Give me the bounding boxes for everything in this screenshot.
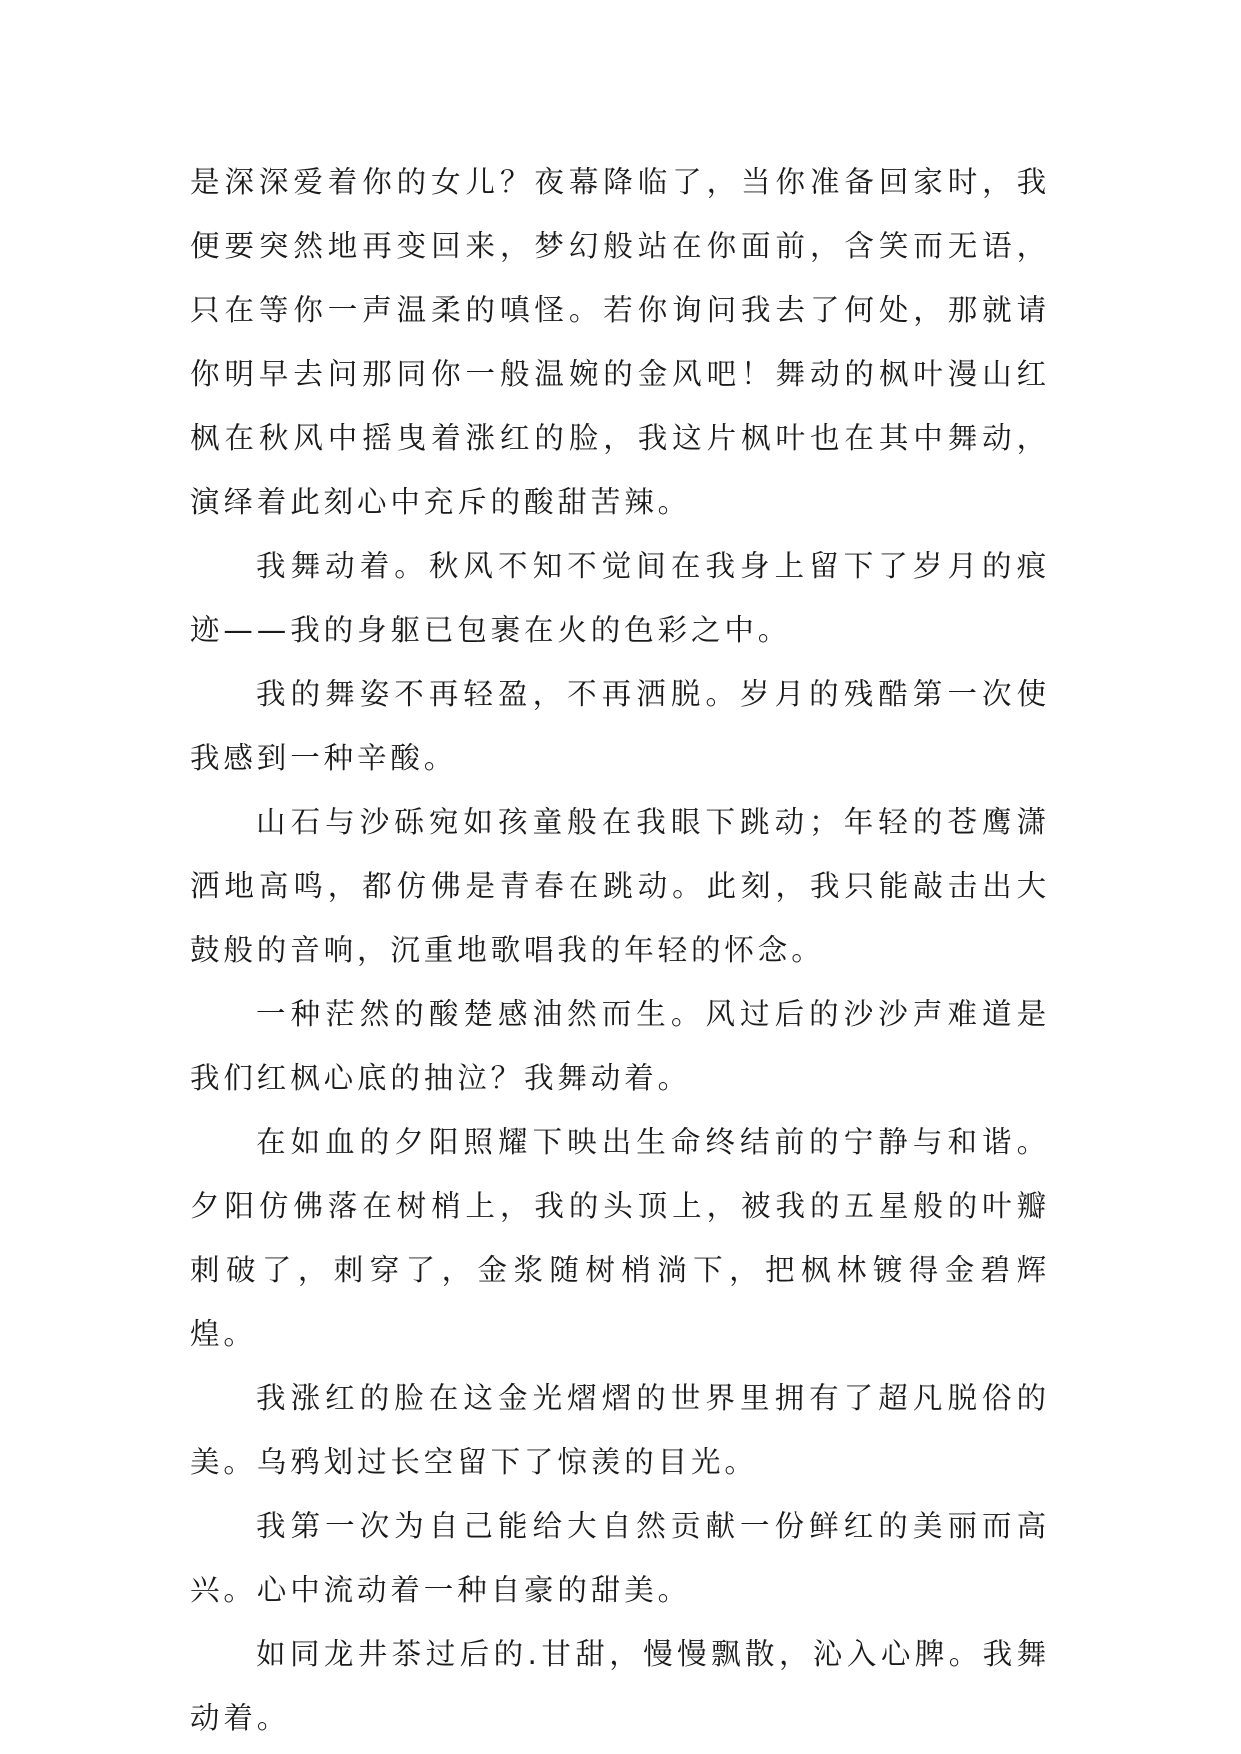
paragraph-1: 是深深爱着你的女儿？夜幕降临了，当你准备回家时，我便要突然地再变回来，梦幻般站在你面前，含笑而无语，只在等你一声温柔的嗔怪。若你询问我去了何处，那就请你明早去问那同你一般温婉的金风吧！舞动的枫叶漫山红枫在秋风中摇曳着涨红的脸，我这片枫叶也在其中舞动，演绎着此刻心中充斥的酸甜苦辣。 bbox=[190, 165, 1050, 519]
paragraph-8: 我第一次为自己能给大自然贡献一份鲜红的美丽而高兴。心中流动着一种自豪的甜美。 bbox=[190, 1509, 1050, 1607]
paragraph-3: 我的舞姿不再轻盈，不再洒脱。岁月的残酷第一次使我感到一种辛酸。 bbox=[190, 677, 1050, 775]
paragraph-9: 如同龙井茶过后的.甘甜，慢慢飘散，沁入心脾。我舞动着。 bbox=[190, 1637, 1050, 1735]
paragraph-5: 一种茫然的酸楚感油然而生。风过后的沙沙声难道是我们红枫心底的抽泣？我舞动着。 bbox=[190, 997, 1050, 1095]
document-body bbox=[190, 150, 1050, 1750]
paragraph-4: 山石与沙砾宛如孩童般在我眼下跳动；年轻的苍鹰潇洒地高鸣，都仿佛是青春在跳动。此刻，我只能敲击出大鼓般的音响，沉重地歌唱我的年轻的怀念。 bbox=[190, 805, 1050, 967]
paragraph-7: 我涨红的脸在这金光熠熠的世界里拥有了超凡脱俗的美。乌鸦划过长空留下了惊羡的目光。 bbox=[190, 1381, 1050, 1479]
paragraph-6: 在如血的夕阳照耀下映出生命终结前的宁静与和谐。夕阳仿佛落在树梢上，我的头顶上，被我的五星般的叶瓣刺破了，刺穿了，金浆随树梢淌下，把枫林镀得金碧辉煌。 bbox=[190, 1125, 1050, 1351]
paragraph-2: 我舞动着。秋风不知不觉间在我身上留下了岁月的痕迹——我的身躯已包裹在火的色彩之中。 bbox=[190, 549, 1050, 647]
